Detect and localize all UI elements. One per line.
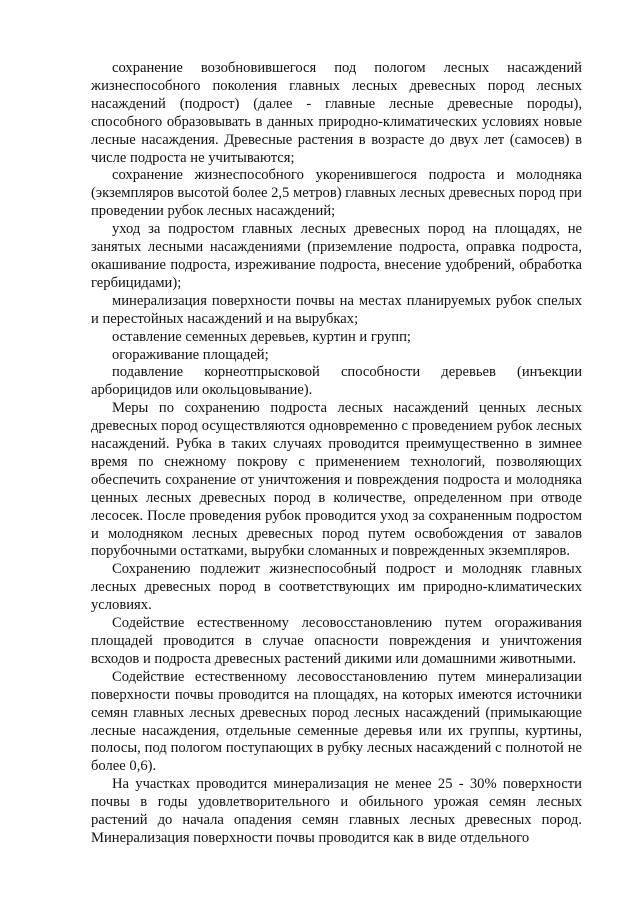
document-page — [91, 60, 582, 848]
paragraph-12: На участках проводится минерализация не менее 25 - 30% поверхности почвы в годы удовлетворительного и обильного урожая семян лесных растений до начала опадения семян главных лесных древесных пород. Минерализация поверхности почвы проводится как в виде отдельного — [91, 776, 582, 846]
paragraph-9: Сохранению подлежит жизнеспособный подрост и молодняк главных лесных древесных пород в соответствующих им природно-климатических условиях. — [91, 561, 582, 614]
paragraph-7: подавление корнеотпрысковой способности деревьев (инъекции арборицидов или окольцовывание). — [91, 364, 582, 399]
paragraph-3: уход за подростом главных лесных древесных пород на площадях, не занятых лесными насаждениями (приземление подроста, оправка подроста, окашивание подроста, изреживание подроста, внесение удобрений, обработка гербицидами); — [91, 221, 582, 291]
paragraph-1: сохранение возобновившегося под пологом лесных насаждений жизнеспособного поколения главных лесных древесных пород лесных насаждений (подрост) (далее - главные лесные древесные породы), способного образовывать в данных природно-климатических условиях новые лесные насаждения. Древесные растения в возрасте до двух лет (самосев) в числе подроста не учитываются; — [91, 60, 582, 166]
paragraph-6: огораживание площадей; — [112, 346, 269, 363]
paragraph-5: оставление семенных деревьев, куртин и групп; — [112, 328, 411, 345]
paragraph-11: Содействие естественному лесовосстановлению путем минерализации поверхности почвы проводится на площадях, на которых имеются источники семян главных лесных древесных пород лесных насаждений (примыкающие лесные насаждения, отдельные семенные деревья или их группы, куртины, полосы, под пологом поступающих в рубку лесных насаждений с полнотой не более 0,6). — [91, 668, 582, 775]
paragraph-10: Содействие естественному лесовосстановлению путем огораживания площадей проводится в случае опасности повреждения и уничтожения всходов и подроста древесных растений дикими или домашними животными. — [91, 615, 582, 667]
paragraph-8: Меры по сохранению подроста лесных насаждений ценных лесных древесных пород осуществляются одновременно с проведением рубок лесных насаждений. Рубка в таких случаях проводится преимущественно в зимнее время по снежному покрову с применением технологий, позволяющих обеспечить сохранение от уничтожения и повреждения подроста и молодняка ценных лесных древесных пород в количестве, определенном при отводе лесосек. После проведения рубок проводится уход за сохраненным подростом и молодняком лесных древесных пород путем освобождения от завалов порубочными остатками, вырубки сломанных и поврежденных экземпляров. — [91, 400, 582, 560]
paragraph-4: минерализация поверхности почвы на местах планируемых рубок спелых и перестойных насаждений и на вырубках; — [91, 292, 582, 327]
paragraph-2: сохранение жизнеспособного укоренившегося подроста и молодняка (экземпляров высотой более 2,5 метров) главных лесных древесных пород при проведении рубок лесных насаждений; — [91, 167, 582, 220]
